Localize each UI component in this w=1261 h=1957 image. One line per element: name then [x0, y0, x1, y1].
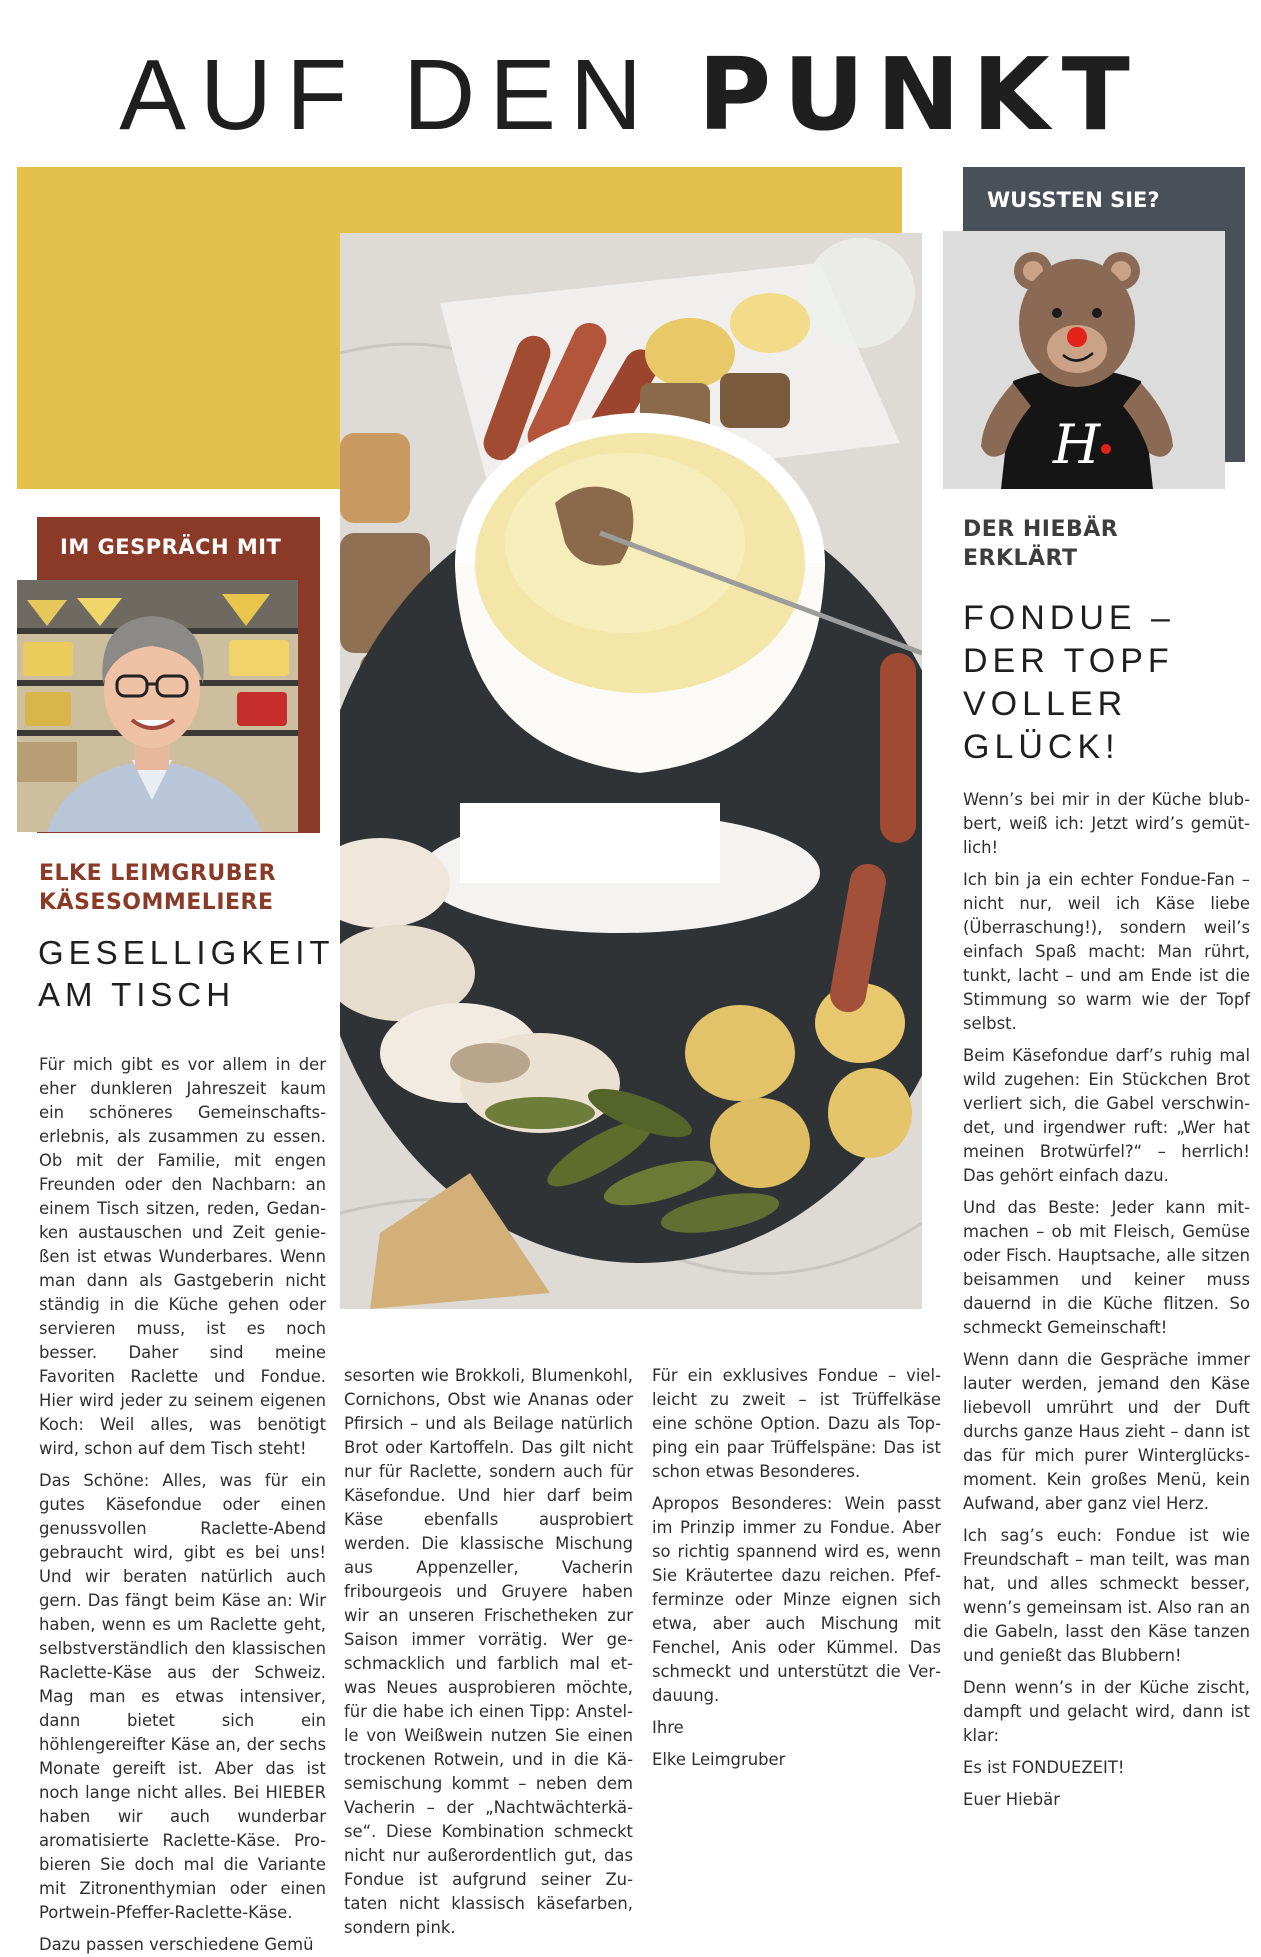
article-paragraph: Apropos Besonderes: Wein passt im Prinzip immer zu Fondue. Aber so richtig spannend wird es, wenn Sie Kräutertee dazu reichen. Pfefferminze oder Minze eignen sich etwa, aber auch Mischung mit Fenchel, Anis oder Kümmel. Das schmeckt und unterstützt die Verdauung.	[652, 1494, 941, 1705]
person-role: KÄSESOMMELIERE	[39, 890, 274, 915]
headline-right-line3: VOLLER	[963, 685, 1128, 723]
portrait-photo	[17, 580, 298, 832]
headline-right-line1: FONDUE –	[963, 599, 1175, 637]
hiebaer-mascot-bear-icon	[943, 231, 1225, 489]
signature: Euer Hiebär	[963, 1790, 1060, 1809]
article-paragraph: Für ein exklusives Fondue – vielleicht zu zweit – ist Trüffelkäse eine schöne Option. Dazu als Topping ein paar Trüffelspäne: Das ist schon etwas Besonderes.	[652, 1366, 941, 1481]
signature: Elke Leimgruber	[652, 1750, 786, 1769]
article-paragraph: Für mich gibt es vor allem in der eher dunkleren Jahreszeit kaum ein schöneres Gemeinschaftserlebnis, als zusammen zu essen. Ob mit der Familie, mit engen Freunden oder den Nachbarn: an einem Tisch sitzen, reden, Gedanken austauschen und Zeit genießen ist etwas Wunderbares. Wenn man dann als Gastgeberin nicht ständig in die Küche gehen oder servieren muss, ist es noch besser. Daher sind meine Favoriten Raclette und Fondue. Hier wird jeder zu seinem eigenen Koch: Weil alles, was benötigt wird, schon auf dem Tisch steht!	[39, 1055, 326, 1458]
cheese-fondue-platter-photo	[340, 233, 922, 1309]
article-paragraph: Dazu passen verschiedene Gemü	[39, 1935, 314, 1954]
article-paragraph: Denn wenn’s in der Küche zischt, dampft und gelacht wird, dann ist klar:	[963, 1678, 1250, 1745]
article-column-4	[963, 788, 1250, 1820]
headline-right-line4: GLÜCK!	[963, 728, 1120, 766]
headline-left-line2: AM TISCH	[38, 976, 236, 1013]
masthead	[0, 36, 1261, 153]
article-paragraph: Ich bin ja ein echter Fondue-Fan – nicht nur, weil ich Käse liebe (Überraschung!), sondern weil’s einfach Spaß macht: Man rührt, tunkt, lacht – und am Ende ist die Stimmung so warm wie der Topf selbst.	[963, 870, 1250, 1033]
person-name: ELKE LEIMGRUBER	[39, 861, 277, 886]
closing-line: Ihre	[652, 1718, 684, 1737]
article-column-2	[344, 1364, 633, 1940]
article-column-3	[652, 1364, 941, 1780]
headline-left-line1: GESELLIGKEIT	[38, 934, 335, 971]
right-subkicker-line1: DER HIEBÄR	[963, 517, 1119, 542]
article-paragraph: Wenn dann die Gespräche immer lauter werden, jemand den Käse liebevoll umrührt und der Duft durchs ganze Haus zieht – dann ist das für mich purer Winterglücksmoment. Kein großes Menü, kein Aufwand, aber ganz viel Herz.	[963, 1350, 1250, 1513]
masthead-light: AUF DEN	[119, 39, 698, 151]
bear-illustration	[943, 231, 1225, 489]
article-paragraph: Ich sag’s euch: Fondue ist wie Freundschaft – man teilt, was man hat, und alles schmeckt besser, wenn’s gemeinsam ist. Also ran an die Gabeln, lasst den Käse tanzen und genießt das Blubbern!	[963, 1526, 1250, 1665]
headline-right-line2: DER TOPF	[963, 642, 1174, 680]
article-paragraph: Es ist FONDUEZEIT!	[963, 1758, 1125, 1777]
masthead-bold: PUNKT	[697, 36, 1142, 153]
right-subkicker-line2: ERKLÄRT	[963, 546, 1078, 571]
article-paragraph: Wenn’s bei mir in der Küche blubbert, weiß ich: Jetzt wird’s gemütlich!	[963, 790, 1250, 857]
svg-text:H: H	[1053, 413, 1101, 476]
right-kicker: WUSSTEN SIE?	[987, 188, 1160, 212]
article-paragraph: Das Schöne: Alles, was für ein gutes Käsefondue oder einen genussvollen Raclette-Abend gebraucht wird, gibt es bei uns! Und wir beraten natürlich auch gern. Das fängt beim Käse an: Wir haben, wenn es um Raclette geht, selbstverständlich den klassischen Raclette-Käse aus der Schweiz. Mag man es etwas intensiver, dann bietet sich ein höhlengereifter Käse an, der sechs Monate gereift ist. Aber das ist noch lange nicht alles. Bei HIEBER haben wir auch wunderbar aromatisierte Raclette-Käse. Probieren Sie doch mal die Variante mit Zitronenthymian oder einen Portwein-Pfeffer-Raclette-Käse.	[39, 1471, 326, 1922]
woman-with-glasses-in-cheese-shop	[17, 580, 298, 832]
article-paragraph: sesorten wie Brokkoli, Blumenkohl, Cornichons, Obst wie Ananas oder Pfirsich – und als Beilage natürlich Brot oder Kartoffeln. Das gilt nicht nur für Raclette, sondern auch für Käsefondue. Und hier darf beim Käse ebenfalls ausprobiert werden. Die klassische Mischung aus Appenzeller, Vacherin fribourgeois und Gruyere haben wir an unseren Frischetheken zur Saison immer vorrätig. Wer geschmacklich und farblich mal etwas Neues ausprobieren möchte, für die habe ich einen Tipp: Anstelle von Weißwein nutzen Sie einen trockenen Rotwein, und in die Käsemischung kommt – neben dem Vacherin – der „Nachtwächterkäse“. Diese Kombination schmeckt nicht nur außerordentlich gut, das Fondue ist aufgrund seiner Zutaten nicht klassisch käsefarben, sondern pink.	[344, 1366, 633, 1937]
article-paragraph: Und das Beste: Jeder kann mitmachen – ob mit Fleisch, Gemüse oder Fisch. Hauptsache, alle sitzen beisammen und keiner muss dauernd in die Küche flitzen. So schmeckt Gemeinschaft!	[963, 1198, 1250, 1337]
left-kicker: IM GESPRÄCH MIT	[37, 517, 320, 573]
fondue-photo	[340, 233, 922, 1309]
article-paragraph: Beim Käsefondue darf’s ruhig mal wild zugehen: Ein Stückchen Brot verliert sich, die Gabel verschwindet, und irgendwer ruft: „Wer hat meinen Brotwürfel?“ – herrlich! Das gehört einfach dazu.	[963, 1046, 1250, 1185]
article-column-1	[39, 1053, 326, 1957]
